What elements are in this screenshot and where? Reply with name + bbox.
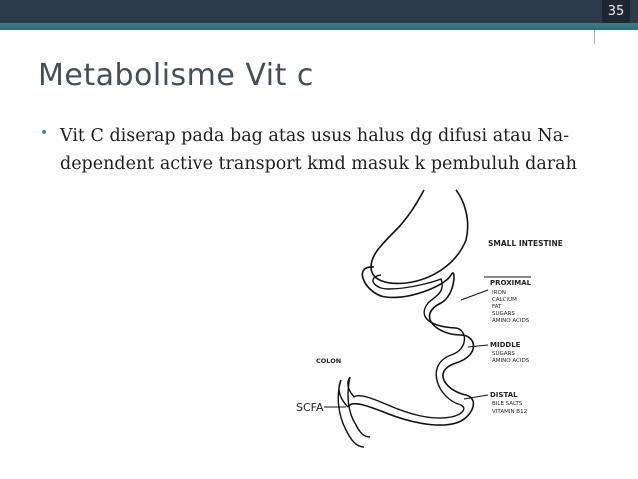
colon-shape [338, 377, 370, 447]
bullet-item [40, 122, 600, 178]
bullet-text: Vit C diserap pada bag atas usus halus dg difusi atau Na-dependent active transport kmd masuk k pembuluh darah [60, 126, 577, 174]
label-proximal: PROXIMAL [490, 279, 532, 287]
label-distal: DISTAL [490, 391, 518, 399]
page-number: 35 [602, 0, 630, 23]
middle-item-1: SUGARS [492, 351, 515, 357]
label-scfa: SCFA [296, 401, 324, 414]
distal-item-1: BILE SALTS [492, 401, 523, 407]
proximal-item-2: CALCIUM [492, 297, 517, 303]
proximal-item-3: FAT [492, 304, 502, 310]
middle-item-2: AMINO ACIDS [492, 358, 530, 364]
top-bar [0, 0, 638, 23]
stomach-shape [371, 190, 468, 283]
top-bar-accent [0, 23, 638, 30]
intestine-outer [348, 267, 474, 425]
proximal-item-5: AMINO ACIDS [492, 318, 530, 324]
label-small-intestine: SMALL INTESTINE [488, 239, 563, 248]
proximal-item-1: IRON [492, 290, 506, 296]
intestine-diagram [256, 185, 601, 470]
bullet-marker: • [40, 125, 49, 141]
label-middle: MIDDLE [490, 341, 521, 349]
divider [594, 30, 595, 44]
label-colon: COLON [316, 357, 342, 365]
slide-title: Metabolisme Vit c [38, 58, 314, 93]
proximal-item-4: SUGARS [492, 311, 515, 317]
distal-item-2: VITAMIN B12 [492, 409, 528, 415]
